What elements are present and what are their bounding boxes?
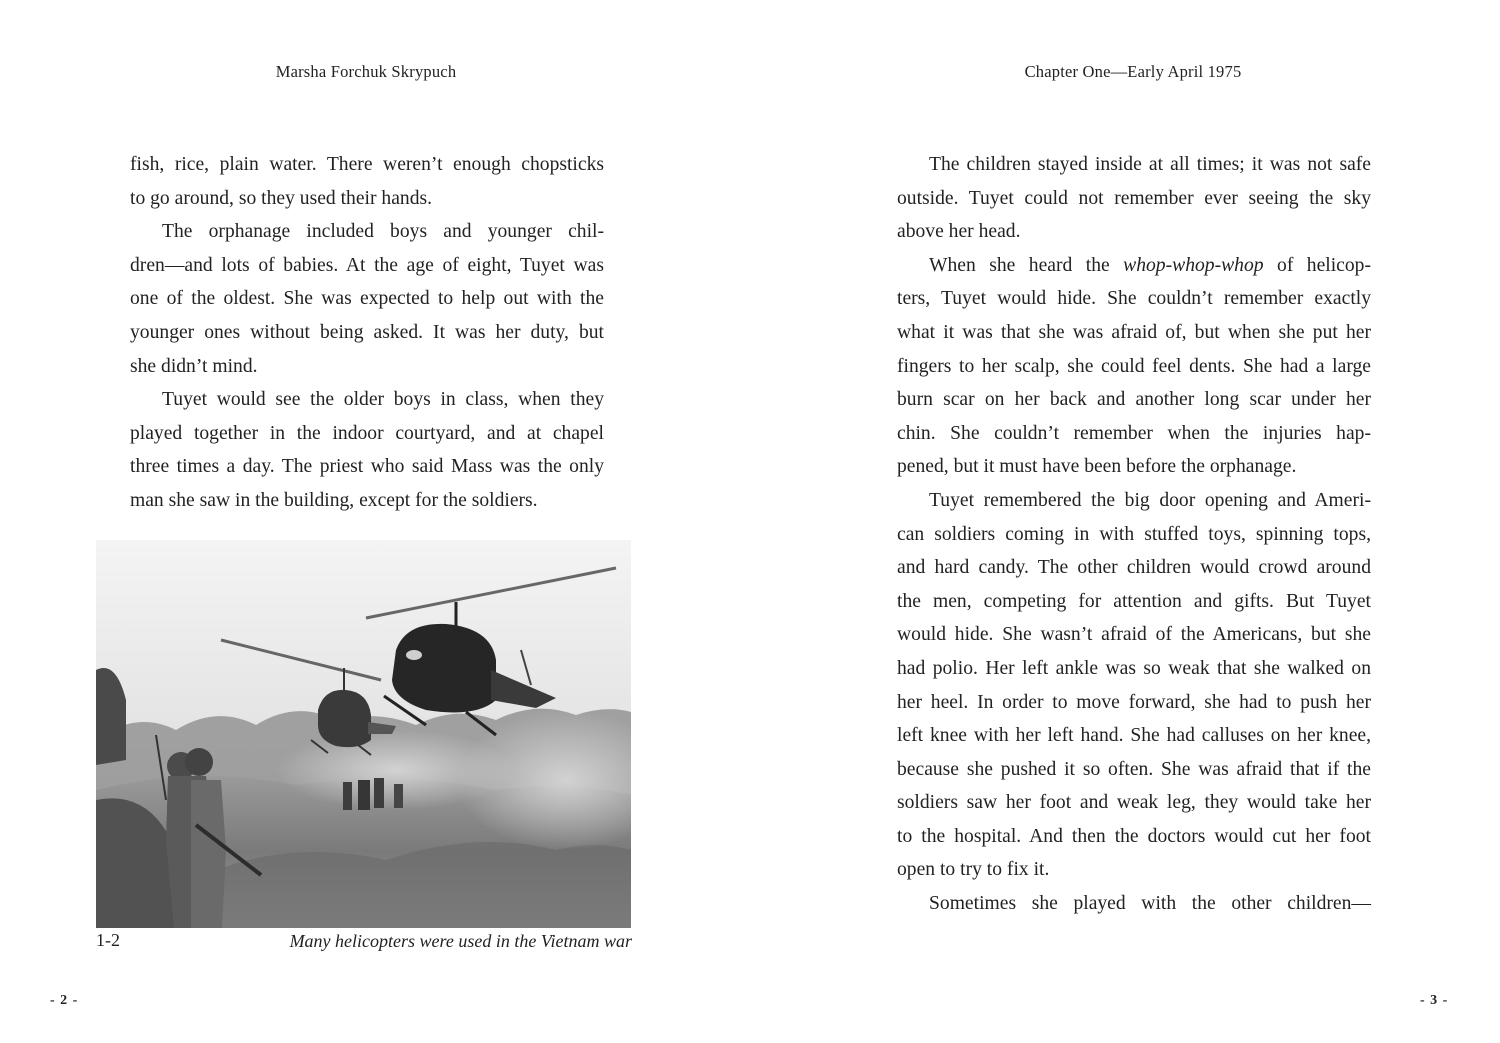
text-line: outside. Tuyet could not remember ever seeing the sky	[897, 187, 1371, 209]
text-line: open to try to fix it.	[897, 859, 1050, 881]
text-segment: of helicop-	[1263, 254, 1371, 276]
right-page	[750, 0, 1500, 1043]
text-line: ters, Tuyet would hide. She couldn’t remember exactly	[897, 288, 1371, 310]
text-line: one of the oldest. She was expected to help out with the	[130, 288, 604, 310]
text-line: had polio. Her left ankle was so weak that she walked on	[897, 657, 1371, 679]
text-line	[897, 249, 1371, 283]
text-line: dren—and lots of babies. At the age of eight, Tuyet was	[130, 254, 604, 276]
running-head-chapter: Chapter One—Early April 1975	[1024, 62, 1242, 81]
text-line: to the hospital. And then the doctors would cut her foot	[897, 825, 1371, 847]
text-line: her heel. In order to move forward, she had to push her	[897, 691, 1371, 713]
helicopter-photo	[96, 540, 631, 928]
running-head-author: Marsha Forchuk Skrypuch	[275, 62, 457, 81]
page-number: - 2 -	[50, 993, 79, 1008]
text-line: to go around, so they used their hands.	[130, 187, 433, 209]
text-line: played together in the indoor courtyard, and at chapel	[130, 422, 604, 444]
text-line: Tuyet would see the older boys in class, when they	[162, 389, 604, 411]
text-line: the men, competing for attention and gifts. But Tuyet	[897, 590, 1371, 612]
text-line: because she pushed it so often. She was afraid that if the	[897, 758, 1371, 780]
text-line: burn scar on her back and another long scar under her	[897, 389, 1371, 411]
onomatopoeia: whop-whop-whop	[1123, 254, 1264, 276]
text-line: pened, but it must have been before the orphanage.	[897, 456, 1297, 478]
text-line: fingers to her scalp, she could feel dents. She had a large	[897, 355, 1371, 377]
text-line: above her head.	[897, 221, 1021, 243]
figure-number: 1-2	[96, 930, 120, 950]
text-segment: When she heard the	[929, 254, 1124, 276]
text-line: can soldiers coming in with stuffed toys, spinning tops,	[897, 523, 1371, 545]
text-line: man she saw in the building, except for the soldiers.	[130, 489, 538, 511]
text-line: and hard candy. The other children would crowd around	[897, 557, 1371, 579]
text-line: soldiers saw her foot and weak leg, they would take her	[897, 792, 1371, 814]
text-line: younger ones without being asked. It was her duty, but	[130, 321, 604, 343]
text-line: The children stayed inside at all times; it was not safe	[929, 154, 1371, 175]
text-line: chin. She couldn’t remember when the injuries hap-	[897, 422, 1371, 444]
text-line: would hide. She wasn’t afraid of the Americans, but she	[897, 624, 1371, 646]
text-line: three times a day. The priest who said Mass was the only	[130, 456, 604, 478]
text-line: she didn’t mind.	[130, 355, 258, 377]
page-number: - 3 -	[1420, 993, 1449, 1008]
figure-caption: Many helicopters were used in the Vietnam war	[289, 931, 632, 951]
text-line: Tuyet remembered the big door opening and Ameri-	[929, 489, 1371, 511]
left-body-text	[130, 148, 604, 518]
text-line: Sometimes she played with the other children—	[929, 893, 1371, 915]
text-line: fish, rice, plain water. There weren’t enough chopsticks	[130, 154, 604, 175]
text-line: left knee with her left hand. She had calluses on her knee,	[897, 725, 1371, 747]
right-body-text	[897, 148, 1371, 921]
text-line: what it was that she was afraid of, but when she put her	[897, 321, 1371, 343]
text-line: The orphanage included boys and younger chil-	[162, 221, 604, 243]
